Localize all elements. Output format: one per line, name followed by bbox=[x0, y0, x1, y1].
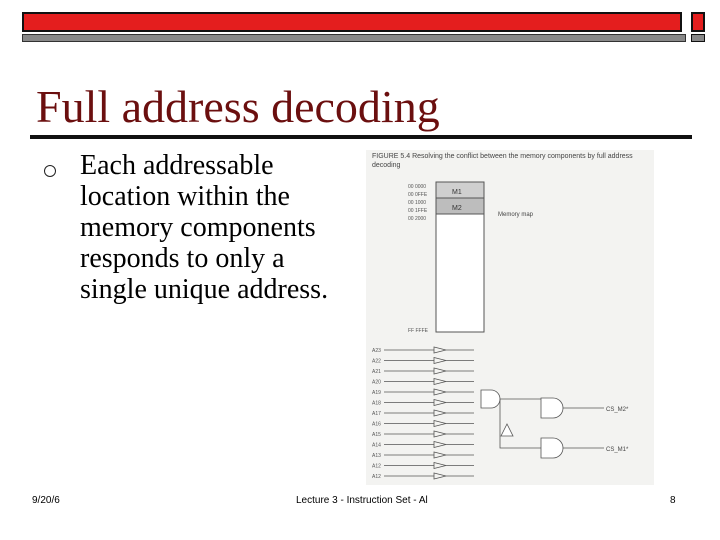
address-line bbox=[384, 358, 474, 364]
footer-date: 9/20/6 bbox=[32, 495, 60, 506]
red-bar bbox=[22, 12, 682, 32]
address-line-label: A18 bbox=[372, 400, 381, 407]
address-line bbox=[384, 400, 474, 406]
memory-map-label: Memory map bbox=[498, 212, 534, 218]
address-line-label: A13 bbox=[372, 453, 381, 459]
addr-label: 00 1000 bbox=[408, 200, 427, 206]
address-line-label: A17 bbox=[372, 411, 381, 417]
address-line-label: A20 bbox=[372, 379, 381, 386]
address-line bbox=[384, 347, 474, 353]
decorative-top-bar bbox=[22, 12, 690, 40]
address-line bbox=[384, 473, 474, 479]
address-line bbox=[384, 463, 474, 469]
red-square bbox=[691, 12, 705, 32]
address-line-label: A15 bbox=[372, 432, 381, 438]
and-gate-2 bbox=[541, 398, 563, 418]
slide-title: Full address decoding bbox=[36, 81, 440, 132]
inverter bbox=[501, 424, 513, 436]
address-line-label: A12 bbox=[372, 474, 381, 480]
address-line bbox=[384, 389, 474, 395]
address-line bbox=[384, 410, 474, 416]
address-line-label: A14 bbox=[372, 442, 381, 449]
address-line-label: A23 bbox=[372, 348, 381, 354]
addr-label: 00 1FFE bbox=[408, 208, 428, 214]
address-line bbox=[384, 452, 474, 458]
addr-label: 00 0000 bbox=[408, 184, 427, 190]
block-m1-label: M1 bbox=[452, 189, 462, 196]
and-gate-1 bbox=[481, 390, 500, 408]
output-label: CS_M1* bbox=[606, 447, 629, 453]
gray-square bbox=[691, 34, 705, 42]
address-line-label: A12 bbox=[372, 463, 381, 470]
and-gate-3 bbox=[541, 438, 563, 458]
address-line bbox=[384, 368, 474, 374]
address-line bbox=[384, 421, 474, 427]
addr-label: FF FFFE bbox=[408, 328, 428, 334]
footer-page-number: 8 bbox=[670, 495, 676, 506]
address-line-label: A21 bbox=[372, 369, 381, 375]
address-line-label: A16 bbox=[372, 421, 381, 428]
address-line-label: A19 bbox=[372, 390, 381, 396]
title-rule bbox=[30, 135, 692, 139]
output-label: CS_M2* bbox=[606, 407, 629, 413]
memory-decoding-figure bbox=[366, 150, 654, 485]
addr-label: 00 0FFE bbox=[408, 192, 428, 198]
address-line bbox=[384, 379, 474, 385]
footer-center: Lecture 3 - Instruction Set - Al bbox=[296, 495, 428, 506]
block-m2-label: M2 bbox=[452, 205, 462, 212]
figure-diagram bbox=[366, 150, 654, 485]
bullet-icon bbox=[44, 165, 56, 177]
address-line bbox=[384, 431, 474, 437]
gray-bar bbox=[22, 34, 686, 42]
bullet-text: Each addressable location within the memory components responds to only a single unique address. bbox=[80, 150, 329, 305]
address-line-label: A22 bbox=[372, 358, 381, 365]
address-line bbox=[384, 442, 474, 448]
figure-caption: FIGURE 5.4 Resolving the conflict between the memory components by full address decoding bbox=[372, 153, 633, 169]
addr-label: 00 2000 bbox=[408, 216, 427, 222]
